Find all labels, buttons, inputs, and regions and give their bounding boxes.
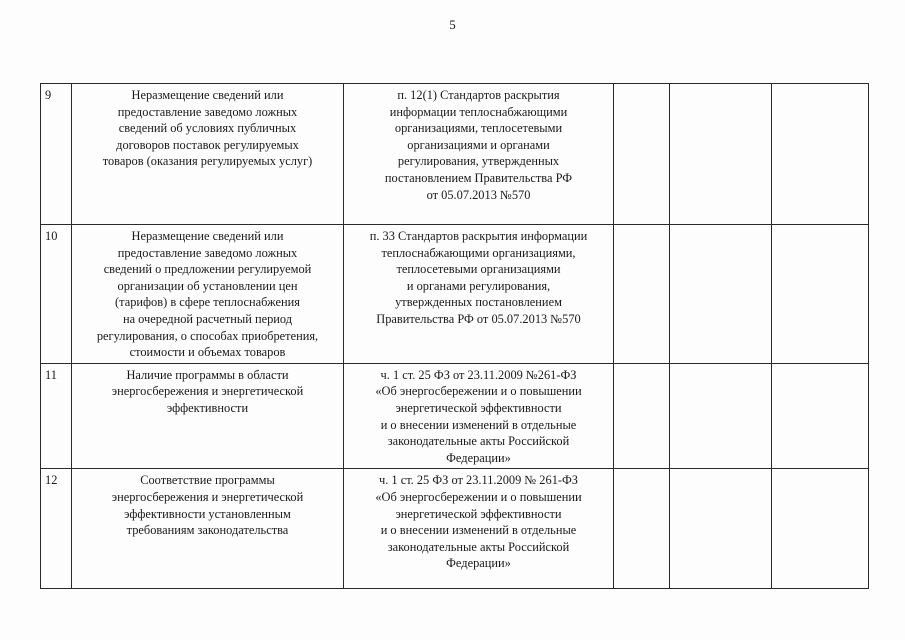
basis-line: законодательные акты Российской [387, 434, 570, 449]
basis-line: ч. 1 ст. 25 ФЗ от 23.11.2009 № 261-ФЗ [378, 473, 579, 488]
legal-basis-cell [344, 469, 614, 589]
row-number: 10 [41, 225, 72, 364]
basis-line: регулирования, утвержденных [397, 154, 560, 169]
checklist-table [40, 83, 869, 589]
empty-cell [614, 363, 670, 469]
violation-line: Соответствие программы [140, 473, 275, 488]
violation-line: стоимости и объемах товаров [129, 345, 286, 360]
violation-line: предоставление заведомо ложных [117, 104, 298, 119]
basis-line: и о внесении изменений в отдельные [380, 417, 577, 432]
empty-cell [614, 469, 670, 589]
legal-basis-cell [344, 84, 614, 225]
basis-line: организациями, теплосетевыми [394, 121, 563, 136]
violation-line: организации об установлении цен [117, 278, 298, 293]
basis-line: от 05.07.2013 №570 [426, 187, 531, 202]
basis-line: Федерации» [446, 556, 511, 571]
violation-line: Неразмещение сведений или [131, 229, 284, 243]
legal-basis-cell [344, 363, 614, 469]
table-row [41, 469, 869, 589]
empty-cell [670, 363, 772, 469]
table-row [41, 225, 869, 364]
basis-line: п. 12(1) Стандартов раскрытия [397, 88, 560, 102]
basis-line: п. 33 Стандартов раскрытия информации [369, 229, 588, 243]
basis-line: организациями и органами [407, 137, 550, 152]
violation-line: Неразмещение сведений или [131, 88, 284, 102]
basis-line: теплоснабжающими организациями, [381, 245, 576, 260]
empty-cell [670, 225, 772, 364]
empty-cell [670, 469, 772, 589]
basis-line: постановлением Правительства РФ [384, 170, 573, 185]
basis-line: энергетической эффективности [395, 400, 562, 415]
violation-line: (тарифов) в сфере теплоснабжения [115, 295, 300, 310]
page-number: 5 [449, 17, 456, 32]
violation-cell [72, 225, 344, 364]
empty-cell [772, 469, 869, 589]
basis-line: Правительства РФ от 05.07.2013 №570 [376, 311, 581, 326]
row-number: 9 [41, 84, 72, 225]
basis-line: и о внесении изменений в отдельные [380, 523, 577, 538]
violation-line: эффективности [166, 400, 249, 415]
violation-line: договоров поставок регулируемых [116, 137, 299, 152]
violation-cell [72, 363, 344, 469]
violation-line: предоставление заведомо ложных [117, 245, 298, 260]
violation-line: Наличие программы в области [126, 367, 289, 382]
violation-line: регулирования, о способах приобретения, [96, 328, 319, 343]
basis-line: энергетической эффективности [395, 506, 562, 521]
basis-line: ч. 1 ст. 25 ФЗ от 23.11.2009 №261-ФЗ [380, 367, 577, 382]
basis-line: и органами регулирования, [406, 278, 551, 293]
table-row [41, 84, 869, 225]
empty-cell [772, 225, 869, 364]
basis-line: теплосетевыми организациями [396, 262, 561, 277]
empty-cell [614, 225, 670, 364]
basis-line: законодательные акты Российской [387, 539, 570, 554]
legal-basis-cell [344, 225, 614, 364]
empty-cell [614, 84, 670, 225]
basis-line: утвержденных постановлением [395, 295, 562, 310]
violation-line: товаров (оказания регулируемых услуг) [102, 154, 313, 169]
violation-line: на очередной расчетный период [122, 311, 293, 326]
empty-cell [772, 84, 869, 225]
basis-line: «Об энергосбережении и о повышении [375, 384, 582, 399]
violation-cell [72, 469, 344, 589]
basis-line: Федерации» [446, 450, 511, 465]
table-row [41, 363, 869, 469]
empty-cell [670, 84, 772, 225]
violation-line: энергосбережения и энергетической [111, 489, 304, 504]
violation-line: эффективности установленным [124, 506, 291, 521]
violation-line: энергосбережения и энергетической [111, 384, 304, 399]
table-body [41, 84, 869, 589]
violation-line: требованиям законодательства [126, 523, 289, 538]
basis-line: «Об энергосбережении и о повышении [375, 489, 582, 504]
violation-line: сведений об условиях публичных [118, 121, 297, 136]
row-number: 11 [41, 363, 72, 469]
violation-cell [72, 84, 344, 225]
basis-line: информации теплоснабжающими [389, 104, 568, 119]
violation-line: сведений о предложении регулируемой [103, 262, 312, 277]
empty-cell [772, 363, 869, 469]
row-number: 12 [41, 469, 72, 589]
